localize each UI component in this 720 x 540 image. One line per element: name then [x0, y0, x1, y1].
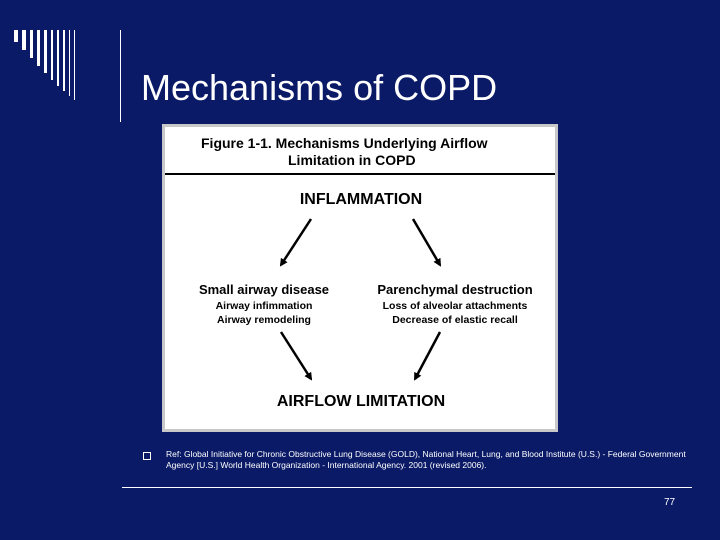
figure-title-line2: Limitation in COPD	[288, 152, 416, 168]
airflow-limitation-node: AIRFLOW LIMITATION	[276, 393, 446, 410]
flow-arrows	[165, 127, 555, 429]
small-airway-line2: Airway remodeling	[217, 314, 311, 326]
parenchymal-line2: Decrease of elastic recall	[392, 314, 518, 326]
inflammation-node: INFLAMMATION	[299, 191, 423, 208]
title-divider	[120, 30, 121, 122]
small-airway-heading: Small airway disease	[198, 282, 330, 297]
arrow-parenchymal-to-airflow	[415, 332, 440, 379]
figure-title-line1: Figure 1-1. Mechanisms Underlying Airflow	[201, 135, 488, 151]
page-number: 77	[664, 497, 676, 508]
reference-bullet	[143, 452, 151, 460]
parenchymal-line1: Loss of alveolar attachments	[382, 300, 528, 312]
reference-text: Ref: Global Initiative for Chronic Obstructive Lung Disease (GOLD), National Heart, Lung, and Blood Institute (U.S.) - Federal Government Agency [U.S.] World Health Organization - International Agency. 2001 (revised 2006).	[166, 449, 686, 470]
slide-title: Mechanisms of COPD	[141, 67, 498, 108]
arrow-inflammation-to-small-airway	[281, 219, 311, 265]
parenchymal-heading: Parenchymal destruction	[377, 282, 533, 297]
decorative-bars	[14, 30, 124, 100]
arrow-small-airway-to-airflow	[281, 332, 311, 379]
arrow-inflammation-to-parenchymal	[413, 219, 440, 265]
footer-divider	[122, 487, 692, 488]
small-airway-line1: Airway infimmation	[215, 300, 313, 312]
figure-panel	[162, 124, 558, 432]
